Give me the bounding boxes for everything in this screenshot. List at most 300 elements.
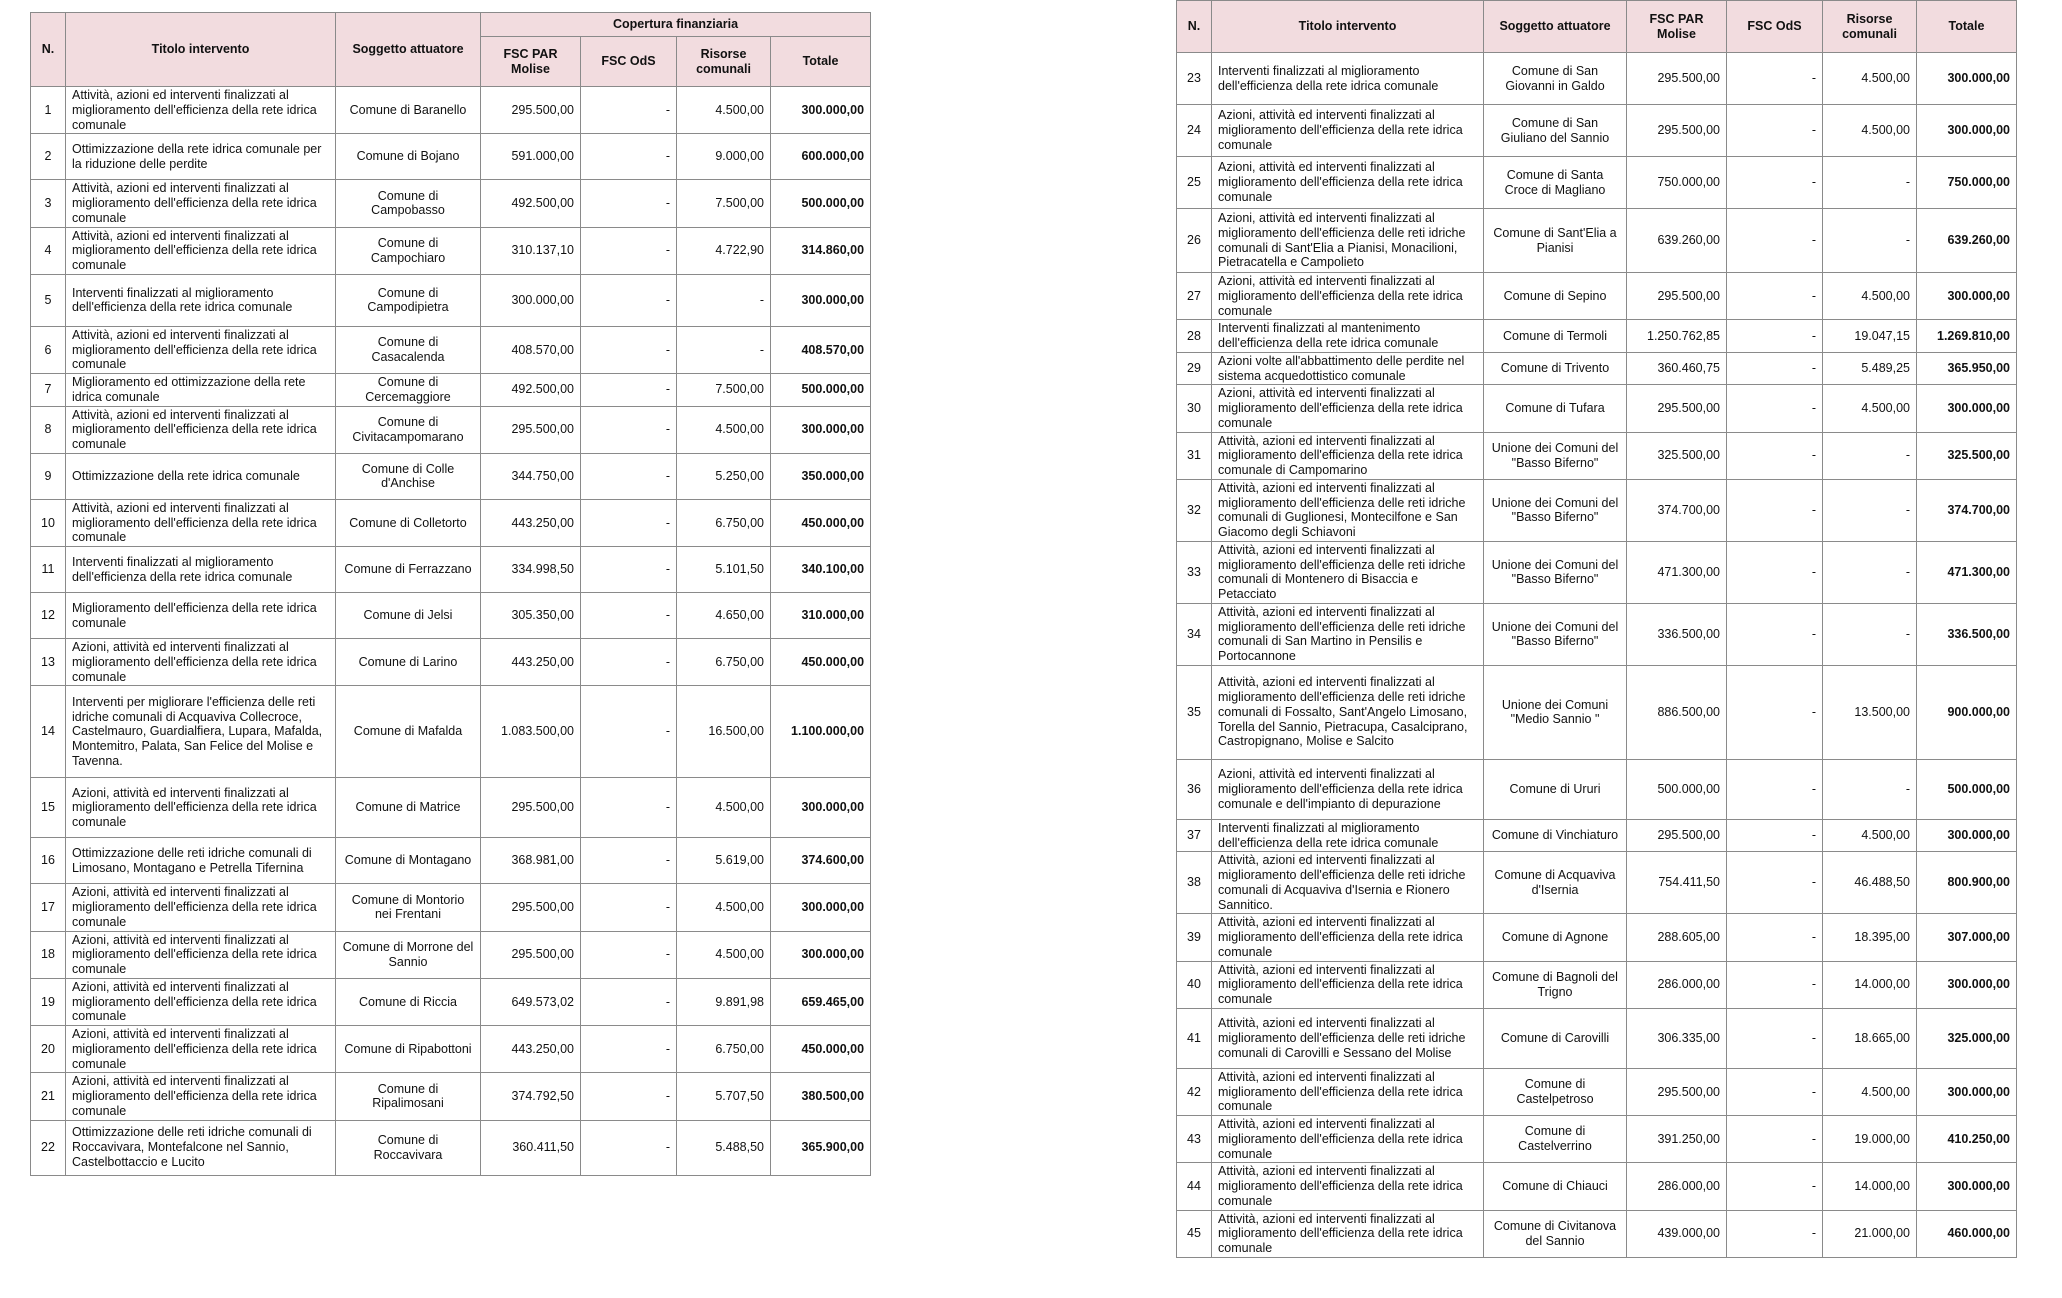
cell-titolo: Attività, azioni ed interventi finalizzati al miglioramento dell'efficienza della rete idrica comunale <box>1212 1116 1484 1163</box>
cell-risorse: 4.500,00 <box>1823 819 1917 852</box>
header-copertura: Copertura finanziaria <box>481 13 871 37</box>
cell-fsc-ods: - <box>1727 852 1823 914</box>
cell-soggetto: Comune di Tufara <box>1484 385 1627 432</box>
cell-titolo: Azioni volte all'abbattimento delle perdite nel sistema acquedottistico comunale <box>1212 352 1484 385</box>
cell-fsc-ods: - <box>1727 432 1823 479</box>
cell-soggetto: Comune di Carovilli <box>1484 1008 1627 1068</box>
cell-fsc-par: 306.335,00 <box>1627 1008 1727 1068</box>
cell-titolo: Attività, azioni ed interventi finalizzati al miglioramento dell'efficienza delle reti idriche comunali di Guglionesi, Montecilfone e San Giacomo degli Schiavoni <box>1212 479 1484 541</box>
cell-fsc-par: 286.000,00 <box>1627 1163 1727 1210</box>
cell-fsc-par: 295.500,00 <box>481 931 581 978</box>
cell-fsc-ods: - <box>581 1120 677 1175</box>
cell-n: 8 <box>31 406 66 453</box>
cell-risorse: 14.000,00 <box>1823 961 1917 1008</box>
cell-n: 41 <box>1177 1008 1212 1068</box>
cell-fsc-par: 344.750,00 <box>481 453 581 499</box>
cell-fsc-par: 295.500,00 <box>481 884 581 931</box>
header-fsc-ods: FSC OdS <box>1727 1 1823 53</box>
cell-soggetto: Comune di Sepino <box>1484 273 1627 320</box>
cell-n: 14 <box>31 686 66 778</box>
cell-totale: 750.000,00 <box>1917 157 2017 209</box>
cell-risorse: 14.000,00 <box>1823 1163 1917 1210</box>
cell-fsc-par: 471.300,00 <box>1627 541 1727 603</box>
cell-fsc-par: 750.000,00 <box>1627 157 1727 209</box>
header-fsc-ods: FSC OdS <box>581 37 677 87</box>
cell-fsc-par: 492.500,00 <box>481 374 581 407</box>
cell-fsc-ods: - <box>581 884 677 931</box>
cell-n: 25 <box>1177 157 1212 209</box>
cell-risorse: 7.500,00 <box>677 374 771 407</box>
cell-soggetto: Comune di Ururi <box>1484 759 1627 819</box>
cell-n: 2 <box>31 134 66 180</box>
cell-risorse: 4.500,00 <box>1823 53 1917 105</box>
table-row <box>1177 1210 2017 1257</box>
table-row <box>1177 819 2017 852</box>
cell-n: 45 <box>1177 1210 1212 1257</box>
cell-fsc-par: 295.500,00 <box>1627 53 1727 105</box>
cell-fsc-ods: - <box>1727 352 1823 385</box>
header-risorse: Risorse comunali <box>677 37 771 87</box>
cell-titolo: Attività, azioni ed interventi finalizzati al miglioramento dell'efficienza della rete idrica comunale <box>66 406 336 453</box>
cell-fsc-par: 300.000,00 <box>481 274 581 326</box>
cell-totale: 408.570,00 <box>771 326 871 373</box>
cell-soggetto: Comune di Colletorto <box>336 499 481 546</box>
cell-fsc-ods: - <box>581 1026 677 1073</box>
cell-risorse: 4.500,00 <box>677 87 771 134</box>
cell-risorse: 9.000,00 <box>677 134 771 180</box>
cell-fsc-par: 295.500,00 <box>1627 1068 1727 1115</box>
cell-titolo: Interventi finalizzati al miglioramento dell'efficienza della rete idrica comunale <box>1212 53 1484 105</box>
table-row <box>1177 1116 2017 1163</box>
cell-totale: 374.700,00 <box>1917 479 2017 541</box>
cell-fsc-ods: - <box>1727 759 1823 819</box>
cell-fsc-ods: - <box>1727 1116 1823 1163</box>
cell-fsc-ods: - <box>1727 320 1823 353</box>
table-row <box>31 686 871 778</box>
cell-titolo: Ottimizzazione della rete idrica comunale <box>66 453 336 499</box>
cell-totale: 307.000,00 <box>1917 914 2017 961</box>
cell-n: 31 <box>1177 432 1212 479</box>
cell-soggetto: Comune di Campodipietra <box>336 274 481 326</box>
cell-risorse: - <box>1823 603 1917 665</box>
table-row <box>1177 105 2017 157</box>
cell-fsc-par: 360.460,75 <box>1627 352 1727 385</box>
table-row <box>1177 541 2017 603</box>
cell-titolo: Attività, azioni ed interventi finalizzati al miglioramento dell'efficienza della rete idrica comunale <box>66 227 336 274</box>
cell-totale: 314.860,00 <box>771 227 871 274</box>
cell-fsc-ods: - <box>581 227 677 274</box>
cell-soggetto: Comune di Montorio nei Frentani <box>336 884 481 931</box>
cell-fsc-par: 368.981,00 <box>481 838 581 884</box>
cell-fsc-par: 374.700,00 <box>1627 479 1727 541</box>
cell-fsc-ods: - <box>581 838 677 884</box>
cell-fsc-ods: - <box>1727 157 1823 209</box>
cell-fsc-ods: - <box>1727 961 1823 1008</box>
cell-titolo: Azioni, attività ed interventi finalizzati al miglioramento dell'efficienza della rete idrica comunale <box>66 884 336 931</box>
cell-titolo: Azioni, attività ed interventi finalizzati al miglioramento dell'efficienza della rete idrica comunale <box>1212 273 1484 320</box>
cell-soggetto: Comune di Campochiaro <box>336 227 481 274</box>
cell-fsc-ods: - <box>1727 1008 1823 1068</box>
cell-fsc-par: 391.250,00 <box>1627 1116 1727 1163</box>
cell-soggetto: Comune di Casacalenda <box>336 326 481 373</box>
table-row <box>1177 1008 2017 1068</box>
cell-fsc-par: 310.137,10 <box>481 227 581 274</box>
cell-titolo: Azioni, attività ed interventi finalizzati al miglioramento dell'efficienza delle reti idriche comunali di Sant'Elia a Pianisi, Monacilioni, Pietracatella e Campolieto <box>1212 209 1484 273</box>
cell-titolo: Azioni, attività ed interventi finalizzati al miglioramento dell'efficienza della rete idrica comunale <box>66 1073 336 1120</box>
cell-totale: 300.000,00 <box>1917 385 2017 432</box>
cell-fsc-ods: - <box>581 274 677 326</box>
cell-soggetto: Comune di Vinchiaturo <box>1484 819 1627 852</box>
cell-fsc-par: 336.500,00 <box>1627 603 1727 665</box>
cell-fsc-par: 492.500,00 <box>481 180 581 227</box>
table-row <box>31 406 871 453</box>
cell-risorse: 4.650,00 <box>677 593 771 639</box>
cell-soggetto: Comune di Mafalda <box>336 686 481 778</box>
cell-risorse: 6.750,00 <box>677 499 771 546</box>
cell-totale: 1.269.810,00 <box>1917 320 2017 353</box>
cell-totale: 300.000,00 <box>771 931 871 978</box>
cell-totale: 471.300,00 <box>1917 541 2017 603</box>
cell-n: 20 <box>31 1026 66 1073</box>
cell-fsc-par: 439.000,00 <box>1627 1210 1727 1257</box>
cell-fsc-par: 443.250,00 <box>481 499 581 546</box>
cell-risorse: 19.047,15 <box>1823 320 1917 353</box>
cell-fsc-par: 295.500,00 <box>1627 105 1727 157</box>
cell-soggetto: Comune di Cercemaggiore <box>336 374 481 407</box>
cell-n: 9 <box>31 453 66 499</box>
cell-titolo: Ottimizzazione delle reti idriche comunali di Limosano, Montagano e Petrella Tifernina <box>66 838 336 884</box>
cell-risorse: 4.500,00 <box>1823 385 1917 432</box>
table-row <box>31 547 871 593</box>
cell-soggetto: Comune di Santa Croce di Magliano <box>1484 157 1627 209</box>
table-row <box>31 778 871 838</box>
cell-fsc-par: 295.500,00 <box>481 87 581 134</box>
cell-totale: 300.000,00 <box>1917 1068 2017 1115</box>
cell-n: 27 <box>1177 273 1212 320</box>
cell-soggetto: Unione dei Comuni "Medio Sannio " <box>1484 665 1627 759</box>
cell-totale: 374.600,00 <box>771 838 871 884</box>
cell-n: 11 <box>31 547 66 593</box>
cell-risorse: - <box>1823 157 1917 209</box>
cell-n: 35 <box>1177 665 1212 759</box>
table-row <box>31 374 871 407</box>
cell-fsc-ods: - <box>1727 603 1823 665</box>
cell-titolo: Azioni, attività ed interventi finalizzati al miglioramento dell'efficienza della rete idrica comunale <box>66 639 336 686</box>
cell-titolo: Azioni, attività ed interventi finalizzati al miglioramento dell'efficienza della rete idrica comunale <box>1212 157 1484 209</box>
cell-totale: 639.260,00 <box>1917 209 2017 273</box>
cell-risorse: 4.500,00 <box>677 931 771 978</box>
cell-fsc-ods: - <box>1727 209 1823 273</box>
cell-n: 18 <box>31 931 66 978</box>
cell-totale: 800.900,00 <box>1917 852 2017 914</box>
cell-fsc-par: 1.250.762,85 <box>1627 320 1727 353</box>
cell-titolo: Attività, azioni ed interventi finalizzati al miglioramento dell'efficienza delle reti idriche comunali di Acquaviva d'Isernia e Rionero Sannitico. <box>1212 852 1484 914</box>
cell-soggetto: Unione dei Comuni del "Basso Biferno" <box>1484 432 1627 479</box>
cell-fsc-ods: - <box>581 326 677 373</box>
cell-soggetto: Comune di Acquaviva d'Isernia <box>1484 852 1627 914</box>
cell-n: 29 <box>1177 352 1212 385</box>
cell-soggetto: Comune di Ripabottoni <box>336 1026 481 1073</box>
cell-totale: 300.000,00 <box>1917 273 2017 320</box>
cell-risorse: 5.619,00 <box>677 838 771 884</box>
cell-soggetto: Comune di Civitacampomarano <box>336 406 481 453</box>
cell-titolo: Interventi finalizzati al miglioramento dell'efficienza della rete idrica comunale <box>66 274 336 326</box>
cell-risorse: 18.665,00 <box>1823 1008 1917 1068</box>
cell-soggetto: Comune di San Giuliano del Sannio <box>1484 105 1627 157</box>
cell-totale: 325.000,00 <box>1917 1008 2017 1068</box>
table-row <box>31 593 871 639</box>
cell-titolo: Attività, azioni ed interventi finalizzati al miglioramento dell'efficienza della rete idrica comunale <box>1212 961 1484 1008</box>
cell-risorse: 6.750,00 <box>677 1026 771 1073</box>
cell-titolo: Attività, azioni ed interventi finalizzati al miglioramento dell'efficienza delle reti idriche comunali di Carovilli e Sessano del Molise <box>1212 1008 1484 1068</box>
cell-titolo: Attività, azioni ed interventi finalizzati al miglioramento dell'efficienza della rete idrica comunale <box>1212 1210 1484 1257</box>
cell-n: 26 <box>1177 209 1212 273</box>
cell-n: 28 <box>1177 320 1212 353</box>
table-row <box>31 453 871 499</box>
cell-fsc-ods: - <box>581 547 677 593</box>
cell-risorse: 5.250,00 <box>677 453 771 499</box>
cell-soggetto: Comune di Castelpetroso <box>1484 1068 1627 1115</box>
cell-titolo: Attività, azioni ed interventi finalizzati al miglioramento dell'efficienza delle reti idriche comunali di Fossalto, Sant'Angelo Limosano, Torella del Sannio, Pietracupa, Casalciprano, Castropignano, Molise e Salcito <box>1212 665 1484 759</box>
cell-totale: 300.000,00 <box>1917 105 2017 157</box>
cell-risorse: - <box>1823 432 1917 479</box>
cell-fsc-ods: - <box>581 134 677 180</box>
table-row <box>1177 1068 2017 1115</box>
cell-fsc-par: 325.500,00 <box>1627 432 1727 479</box>
header-n: N. <box>31 13 66 87</box>
cell-n: 40 <box>1177 961 1212 1008</box>
header-fsc-par: FSC PAR Molise <box>1627 1 1727 53</box>
cell-totale: 310.000,00 <box>771 593 871 639</box>
table-row <box>31 639 871 686</box>
cell-totale: 365.900,00 <box>771 1120 871 1175</box>
cell-soggetto: Comune di Colle d'Anchise <box>336 453 481 499</box>
cell-totale: 900.000,00 <box>1917 665 2017 759</box>
cell-n: 44 <box>1177 1163 1212 1210</box>
cell-totale: 659.465,00 <box>771 978 871 1025</box>
cell-totale: 350.000,00 <box>771 453 871 499</box>
cell-risorse: - <box>1823 479 1917 541</box>
cell-n: 7 <box>31 374 66 407</box>
cell-titolo: Azioni, attività ed interventi finalizzati al miglioramento dell'efficienza della rete idrica comunale <box>1212 385 1484 432</box>
cell-soggetto: Comune di Bagnoli del Trigno <box>1484 961 1627 1008</box>
cell-totale: 365.950,00 <box>1917 352 2017 385</box>
cell-risorse: - <box>1823 541 1917 603</box>
cell-titolo: Attività, azioni ed interventi finalizzati al miglioramento dell'efficienza della rete idrica comunale <box>1212 1163 1484 1210</box>
header-fsc-par: FSC PAR Molise <box>481 37 581 87</box>
cell-fsc-ods: - <box>1727 665 1823 759</box>
cell-risorse: 5.489,25 <box>1823 352 1917 385</box>
header-soggetto: Soggetto attuatore <box>336 13 481 87</box>
cell-soggetto: Comune di Sant'Elia a Pianisi <box>1484 209 1627 273</box>
cell-totale: 380.500,00 <box>771 1073 871 1120</box>
table-row <box>31 134 871 180</box>
cell-titolo: Attività, azioni ed interventi finalizzati al miglioramento dell'efficienza delle reti idriche comunali di Montenero di Bisaccia e Petacciato <box>1212 541 1484 603</box>
cell-risorse: 6.750,00 <box>677 639 771 686</box>
cell-n: 13 <box>31 639 66 686</box>
cell-titolo: Attività, azioni ed interventi finalizzati al miglioramento dell'efficienza della rete idrica comunale <box>66 180 336 227</box>
cell-fsc-par: 295.500,00 <box>1627 385 1727 432</box>
cell-titolo: Attività, azioni ed interventi finalizzati al miglioramento dell'efficienza della rete idrica comunale <box>66 87 336 134</box>
cell-totale: 300.000,00 <box>771 884 871 931</box>
cell-fsc-ods: - <box>1727 105 1823 157</box>
cell-fsc-par: 295.500,00 <box>481 778 581 838</box>
table-row <box>1177 352 2017 385</box>
table-row <box>1177 603 2017 665</box>
cell-fsc-ods: - <box>1727 914 1823 961</box>
table-body-right <box>1177 53 2017 1258</box>
table-row <box>31 838 871 884</box>
cell-n: 34 <box>1177 603 1212 665</box>
cell-fsc-par: 443.250,00 <box>481 639 581 686</box>
cell-n: 39 <box>1177 914 1212 961</box>
table-row <box>1177 320 2017 353</box>
cell-fsc-ods: - <box>581 453 677 499</box>
cell-titolo: Miglioramento dell'efficienza della rete idrica comunale <box>66 593 336 639</box>
cell-risorse: 4.500,00 <box>1823 273 1917 320</box>
cell-totale: 500.000,00 <box>1917 759 2017 819</box>
cell-soggetto: Comune di Roccavivara <box>336 1120 481 1175</box>
cell-titolo: Azioni, attività ed interventi finalizzati al miglioramento dell'efficienza della rete idrica comunale e dell'impianto di depurazione <box>1212 759 1484 819</box>
cell-fsc-ods: - <box>581 374 677 407</box>
cell-n: 33 <box>1177 541 1212 603</box>
cell-fsc-par: 886.500,00 <box>1627 665 1727 759</box>
cell-soggetto: Comune di Trivento <box>1484 352 1627 385</box>
cell-totale: 460.000,00 <box>1917 1210 2017 1257</box>
cell-soggetto: Comune di Campobasso <box>336 180 481 227</box>
cell-n: 1 <box>31 87 66 134</box>
table-row <box>1177 209 2017 273</box>
cell-n: 38 <box>1177 852 1212 914</box>
cell-fsc-ods: - <box>581 180 677 227</box>
cell-n: 32 <box>1177 479 1212 541</box>
cell-fsc-ods: - <box>581 639 677 686</box>
cell-fsc-par: 374.792,50 <box>481 1073 581 1120</box>
cell-fsc-ods: - <box>1727 1210 1823 1257</box>
table-header <box>1177 1 2017 53</box>
table-row <box>31 326 871 373</box>
cell-fsc-par: 1.083.500,00 <box>481 686 581 778</box>
cell-titolo: Azioni, attività ed interventi finalizzati al miglioramento dell'efficienza della rete idrica comunale <box>66 1026 336 1073</box>
financing-table-left <box>30 12 871 1176</box>
cell-n: 17 <box>31 884 66 931</box>
table-row <box>1177 914 2017 961</box>
table-row <box>31 274 871 326</box>
cell-titolo: Azioni, attività ed interventi finalizzati al miglioramento dell'efficienza della rete idrica comunale <box>66 978 336 1025</box>
cell-totale: 325.500,00 <box>1917 432 2017 479</box>
cell-n: 37 <box>1177 819 1212 852</box>
cell-fsc-par: 360.411,50 <box>481 1120 581 1175</box>
cell-totale: 300.000,00 <box>771 274 871 326</box>
header-totale: Totale <box>771 37 871 87</box>
cell-soggetto: Unione dei Comuni del "Basso Biferno" <box>1484 541 1627 603</box>
cell-n: 24 <box>1177 105 1212 157</box>
cell-totale: 450.000,00 <box>771 1026 871 1073</box>
cell-fsc-ods: - <box>1727 1068 1823 1115</box>
cell-soggetto: Comune di Civitanova del Sannio <box>1484 1210 1627 1257</box>
cell-fsc-par: 639.260,00 <box>1627 209 1727 273</box>
cell-fsc-ods: - <box>1727 273 1823 320</box>
cell-n: 42 <box>1177 1068 1212 1115</box>
cell-soggetto: Comune di Jelsi <box>336 593 481 639</box>
table-row <box>31 87 871 134</box>
cell-fsc-ods: - <box>1727 819 1823 852</box>
cell-n: 23 <box>1177 53 1212 105</box>
cell-n: 19 <box>31 978 66 1025</box>
cell-fsc-ods: - <box>581 978 677 1025</box>
cell-risorse: 5.488,50 <box>677 1120 771 1175</box>
cell-risorse: 13.500,00 <box>1823 665 1917 759</box>
table-row <box>1177 479 2017 541</box>
cell-titolo: Ottimizzazione della rete idrica comunale per la riduzione delle perdite <box>66 134 336 180</box>
cell-fsc-par: 288.605,00 <box>1627 914 1727 961</box>
cell-totale: 336.500,00 <box>1917 603 2017 665</box>
cell-soggetto: Unione dei Comuni del "Basso Biferno" <box>1484 479 1627 541</box>
cell-totale: 410.250,00 <box>1917 1116 2017 1163</box>
cell-fsc-ods: - <box>581 1073 677 1120</box>
cell-n: 43 <box>1177 1116 1212 1163</box>
table-body-left <box>31 87 871 1176</box>
cell-fsc-ods: - <box>581 87 677 134</box>
cell-n: 16 <box>31 838 66 884</box>
cell-fsc-par: 295.500,00 <box>1627 273 1727 320</box>
financing-table-right <box>1176 0 2017 1258</box>
cell-soggetto: Comune di Ferrazzano <box>336 547 481 593</box>
cell-fsc-par: 295.500,00 <box>481 406 581 453</box>
cell-titolo: Interventi finalizzati al miglioramento dell'efficienza della rete idrica comunale <box>1212 819 1484 852</box>
cell-totale: 300.000,00 <box>1917 961 2017 1008</box>
cell-soggetto: Comune di Chiauci <box>1484 1163 1627 1210</box>
cell-n: 5 <box>31 274 66 326</box>
cell-risorse: 4.500,00 <box>677 884 771 931</box>
cell-totale: 600.000,00 <box>771 134 871 180</box>
cell-titolo: Interventi finalizzati al miglioramento dell'efficienza della rete idrica comunale <box>66 547 336 593</box>
cell-n: 30 <box>1177 385 1212 432</box>
cell-fsc-par: 408.570,00 <box>481 326 581 373</box>
cell-totale: 340.100,00 <box>771 547 871 593</box>
cell-fsc-par: 500.000,00 <box>1627 759 1727 819</box>
table-row <box>31 884 871 931</box>
cell-n: 3 <box>31 180 66 227</box>
cell-totale: 300.000,00 <box>1917 53 2017 105</box>
cell-titolo: Interventi per migliorare l'efficienza delle reti idriche comunali di Acquaviva Collecroce, Castelmauro, Guardialfiera, Lupara, Mafalda, Montemitro, Palata, San Felice del Molise e Tavenna. <box>66 686 336 778</box>
header-titolo: Titolo intervento <box>66 13 336 87</box>
cell-titolo: Attività, azioni ed interventi finalizzati al miglioramento dell'efficienza della rete idrica comunale <box>1212 1068 1484 1115</box>
cell-fsc-par: 649.573,02 <box>481 978 581 1025</box>
cell-risorse: 5.707,50 <box>677 1073 771 1120</box>
cell-risorse: - <box>677 326 771 373</box>
cell-soggetto: Comune di San Giovanni in Galdo <box>1484 53 1627 105</box>
cell-soggetto: Comune di Bojano <box>336 134 481 180</box>
cell-titolo: Azioni, attività ed interventi finalizzati al miglioramento dell'efficienza della rete idrica comunale <box>1212 105 1484 157</box>
header-titolo: Titolo intervento <box>1212 1 1484 53</box>
table-row <box>31 1073 871 1120</box>
cell-n: 15 <box>31 778 66 838</box>
cell-soggetto: Comune di Matrice <box>336 778 481 838</box>
cell-risorse: 16.500,00 <box>677 686 771 778</box>
cell-titolo: Azioni, attività ed interventi finalizzati al miglioramento dell'efficienza della rete idrica comunale <box>66 778 336 838</box>
cell-fsc-par: 305.350,00 <box>481 593 581 639</box>
cell-risorse: 18.395,00 <box>1823 914 1917 961</box>
cell-risorse: 21.000,00 <box>1823 1210 1917 1257</box>
cell-fsc-ods: - <box>581 686 677 778</box>
cell-risorse: 46.488,50 <box>1823 852 1917 914</box>
cell-fsc-par: 591.000,00 <box>481 134 581 180</box>
cell-titolo: Attività, azioni ed interventi finalizzati al miglioramento dell'efficienza della rete idrica comunale <box>66 499 336 546</box>
cell-totale: 300.000,00 <box>1917 1163 2017 1210</box>
table-row <box>31 1026 871 1073</box>
table-row <box>31 1120 871 1175</box>
